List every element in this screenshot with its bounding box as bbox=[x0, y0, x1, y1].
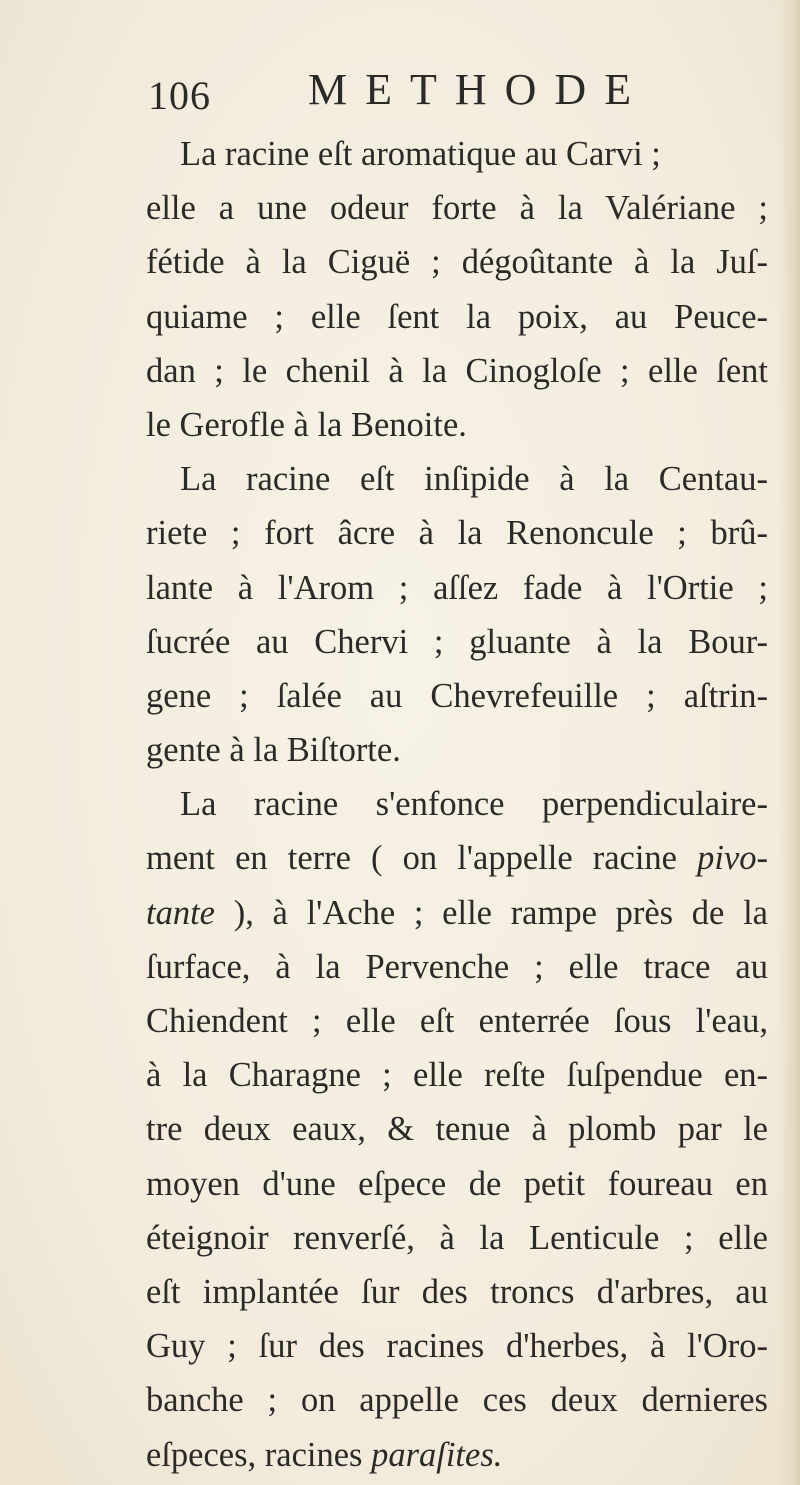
text-line bbox=[146, 398, 768, 452]
text-line bbox=[146, 777, 768, 831]
text-run: gene ; ſalée au Chevrefeuille ; aſtrin- bbox=[146, 676, 768, 715]
running-title: METHODE bbox=[308, 65, 650, 114]
text-line bbox=[146, 940, 768, 994]
text-run: La racine eſt aromatique au Carvi ; bbox=[180, 135, 661, 173]
page-number: 106 bbox=[148, 73, 211, 118]
text-line bbox=[146, 452, 768, 506]
text-run: elle a une odeur forte à la Valériane ; bbox=[146, 189, 768, 228]
text-run: ſucrée au Chervi ; gluante à la Bour- bbox=[146, 622, 768, 661]
text-line bbox=[146, 235, 768, 289]
text-run: La racine s'enfonce perpendiculaire- bbox=[180, 785, 768, 824]
text-line bbox=[146, 181, 768, 235]
text-line bbox=[146, 669, 768, 723]
text-line bbox=[146, 127, 768, 181]
text-run: fétide à la Ciguë ; dégoûtante à la Juſ- bbox=[146, 243, 768, 282]
text-line bbox=[146, 1157, 768, 1211]
text-line bbox=[146, 1048, 768, 1102]
text-run: moyen d'une eſpece de petit foureau en bbox=[146, 1164, 768, 1203]
text-line bbox=[146, 994, 768, 1048]
text-run: lante à l'Arom ; aſſez fade à l'Ortie ; bbox=[146, 568, 768, 607]
page-edge-shadow bbox=[778, 0, 800, 1485]
text-run-italic: paraſites. bbox=[371, 1435, 503, 1474]
body-text bbox=[146, 127, 768, 1482]
text-run: tre deux eaux, & tenue à plomb par le bbox=[146, 1110, 768, 1149]
text-line bbox=[146, 344, 768, 398]
text-run: banche ; on appelle ces deux dernieres bbox=[146, 1381, 768, 1420]
text-run: ), à l'Ache ; elle rampe près de la bbox=[214, 893, 768, 932]
text-line bbox=[146, 723, 768, 777]
text-run: quiame ; elle ſent la poix, au Peuce- bbox=[146, 297, 768, 336]
text-run-italic: tante bbox=[146, 893, 215, 932]
text-line bbox=[146, 561, 768, 615]
text-line bbox=[146, 1265, 768, 1319]
text-run: La racine eſt inſipide à la Centau- bbox=[180, 460, 768, 499]
text-line bbox=[146, 1102, 768, 1156]
text-line bbox=[146, 1211, 768, 1265]
text-run: gente à la Biſtorte. bbox=[146, 731, 401, 770]
text-run: Chiendent ; elle eſt enterrée ſous l'eau, bbox=[146, 1002, 768, 1040]
text-line bbox=[146, 615, 768, 669]
text-line bbox=[146, 1319, 768, 1373]
text-line bbox=[146, 886, 768, 940]
text-line bbox=[146, 1373, 768, 1427]
text-run: Guy ; ſur des racines d'herbes, à l'Oro- bbox=[146, 1327, 768, 1366]
text-run: dan ; le chenil à la Cinogloſe ; elle ſent bbox=[146, 351, 768, 390]
text-run: eſpeces, racines bbox=[146, 1435, 372, 1474]
page-header bbox=[148, 64, 708, 124]
text-run: riete ; fort âcre à la Renoncule ; brû- bbox=[146, 514, 768, 553]
text-line bbox=[146, 290, 768, 344]
text-run: le Gerofle à la Benoite. bbox=[146, 405, 467, 444]
text-run: ment en terre ( on l'appelle racine bbox=[146, 839, 698, 878]
text-run: éteignoir renverſé, à la Lenticule ; elle bbox=[146, 1218, 768, 1257]
text-run-italic: pivo- bbox=[697, 839, 768, 878]
text-line bbox=[146, 831, 768, 885]
text-run: eſt implantée ſur des troncs d'arbres, au bbox=[146, 1272, 768, 1311]
text-line bbox=[146, 1428, 768, 1482]
text-line bbox=[146, 506, 768, 560]
text-run: à la Charagne ; elle reſte ſuſpendue en- bbox=[146, 1056, 768, 1095]
text-run: ſurface, à la Pervenche ; elle trace au bbox=[146, 947, 768, 986]
